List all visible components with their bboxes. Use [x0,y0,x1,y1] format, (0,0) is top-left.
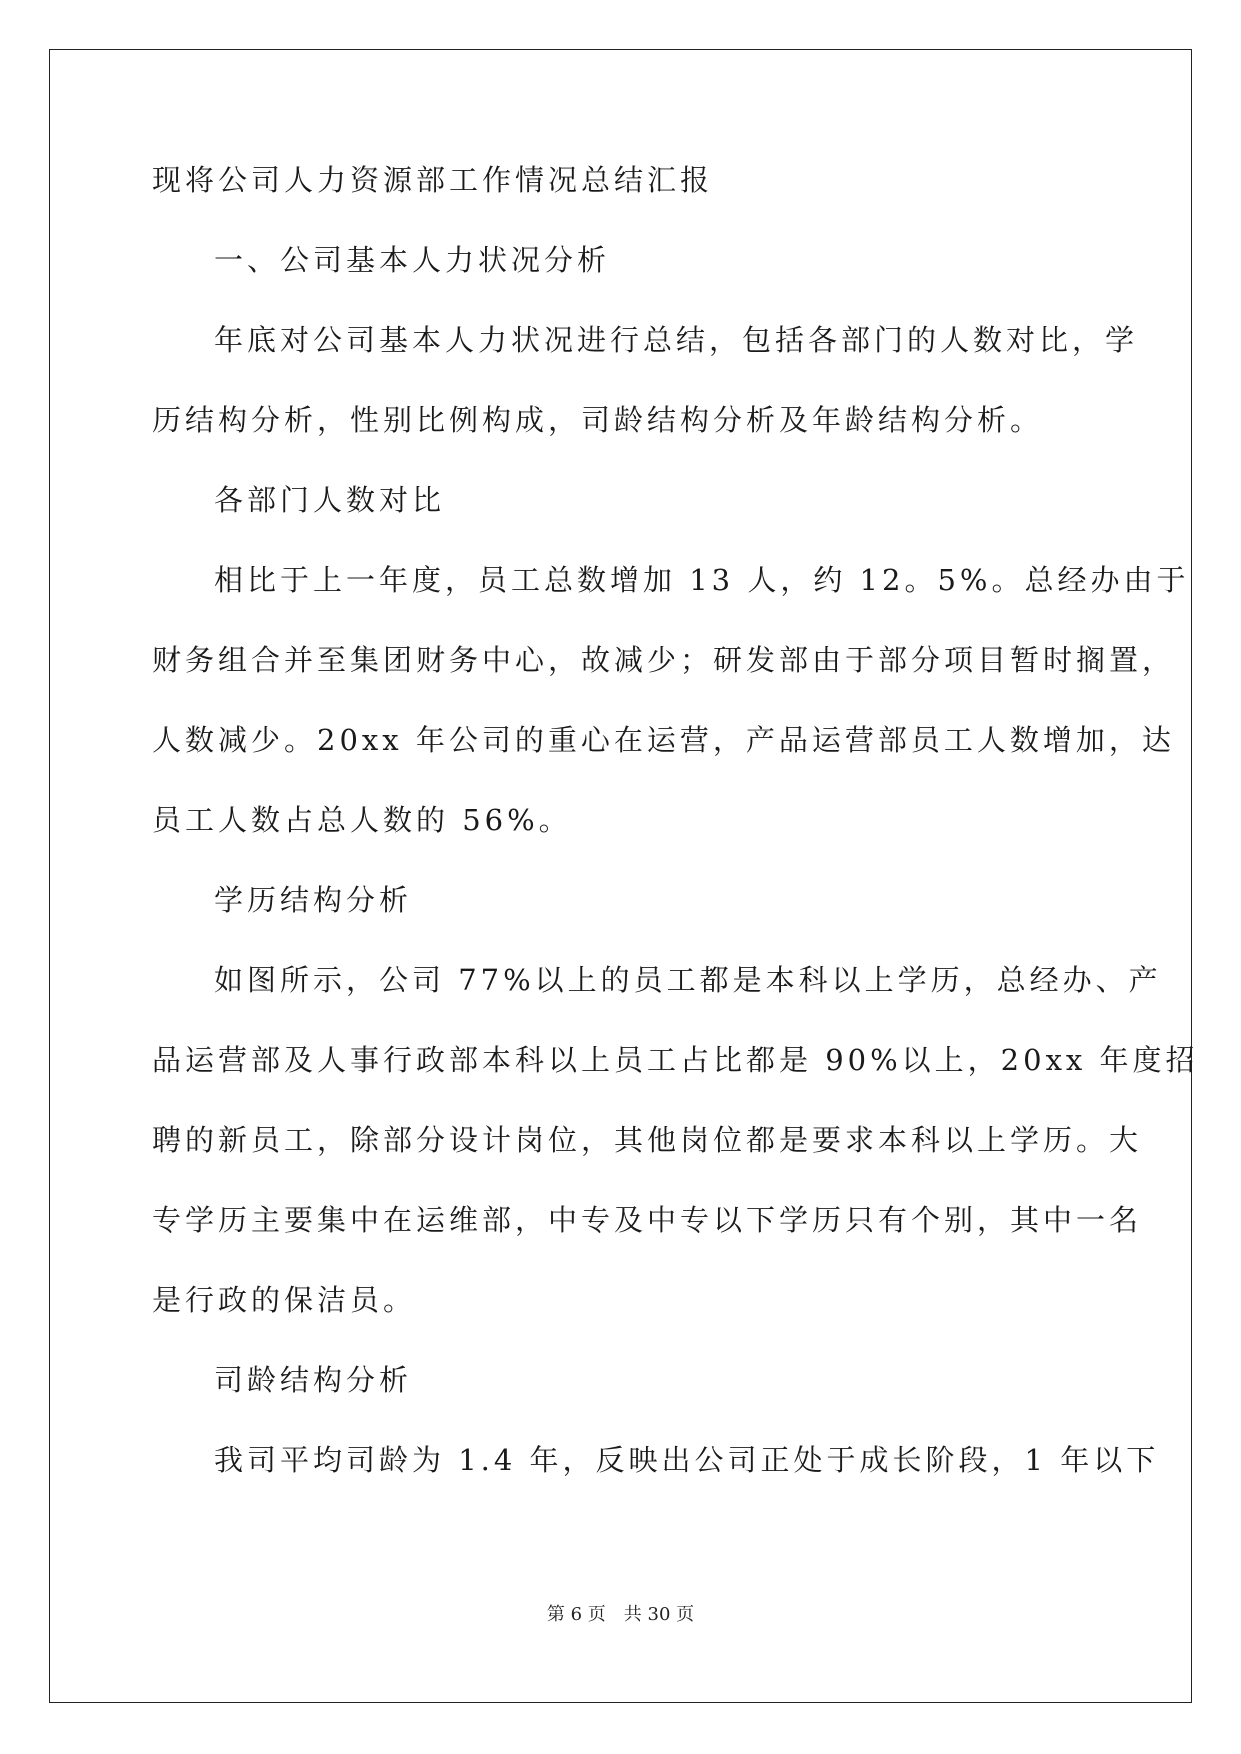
section-heading: 一、公司基本人力状况分析 [214,243,611,277]
doc-line: 年底对公司基本人力状况进行总结，包括各部门的人数对比，学 [214,323,1139,357]
doc-line: 相比于上一年度，员工总数增加 13 人，约 12。5%。总经办由于 [214,563,1190,597]
doc-line: 专学历主要集中在运维部，中专及中专以下学历只有个别，其中一名 [152,1203,1143,1237]
doc-line: 现将公司人力资源部工作情况总结汇报 [152,163,714,197]
doc-line: 财务组合并至集团财务中心，故减少；研发部由于部分项目暂时搁置， [152,643,1176,677]
subsection-heading: 各部门人数对比 [214,483,446,517]
page-total: 共 30 页 [623,1604,695,1625]
subsection-heading: 司龄结构分析 [214,1363,413,1397]
doc-line: 历结构分析，性别比例构成，司龄结构分析及年龄结构分析。 [152,403,1044,437]
doc-line: 人数减少。20xx 年公司的重心在运营，产品运营部员工人数增加，达 [152,723,1175,757]
page-footer [0,1600,1241,1626]
doc-line: 品运营部及人事行政部本科以上员工占比都是 90%以上，20xx 年度招 [152,1043,1199,1077]
doc-line: 如图所示，公司 77%以上的员工都是本科以上学历，总经办、产 [214,963,1162,997]
doc-line: 员工人数占总人数的 56%。 [152,803,572,837]
page-number: 第 6 页 [546,1604,606,1625]
doc-line: 是行政的保洁员。 [152,1283,417,1317]
subsection-heading: 学历结构分析 [214,883,413,917]
doc-line: 我司平均司龄为 1.4 年，反映出公司正处于成长阶段，1 年以下 [214,1443,1160,1477]
doc-line: 聘的新员工，除部分设计岗位，其他岗位都是要求本科以上学历。大 [152,1123,1143,1157]
